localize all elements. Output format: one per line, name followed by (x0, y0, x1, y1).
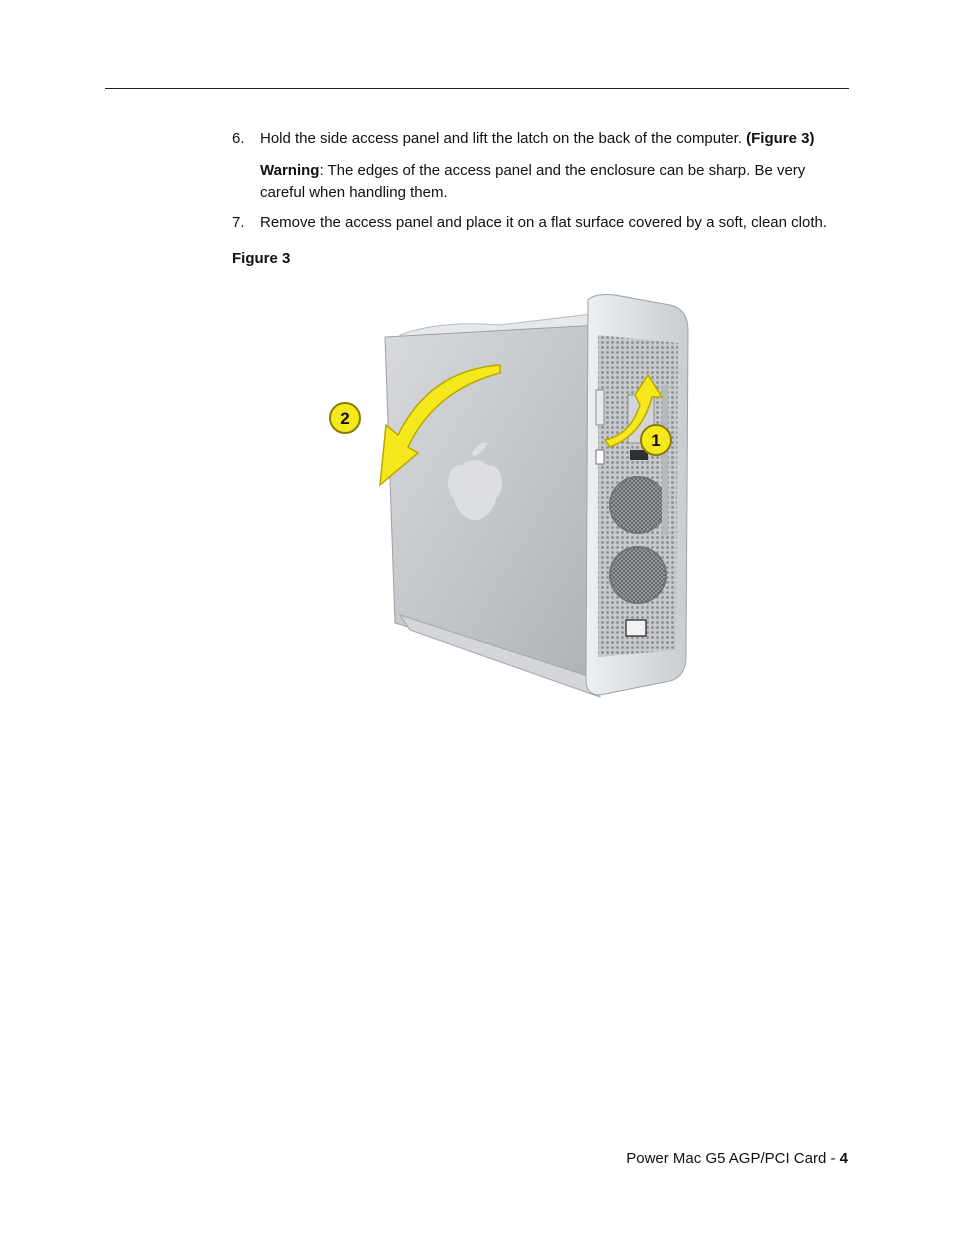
page-footer (626, 1150, 848, 1167)
warning-label: Warning (260, 162, 320, 179)
figure-label: Figure 3 (232, 250, 291, 267)
figure-3-illustration (300, 285, 720, 705)
step-number: 6. (232, 130, 245, 147)
callout-1-badge (641, 425, 671, 455)
figure-reference: (Figure 3) (746, 130, 815, 147)
page-number: 4 (839, 1150, 848, 1167)
callout-2-label: 2 (340, 409, 350, 428)
step-text: Remove the access panel and place it on a flat surface covered by a soft, clean cloth. (260, 214, 827, 231)
warning-text: : The edges of the access panel and the enclosure can be sharp. Be very careful when handling them. (260, 162, 806, 201)
footer-title: Power Mac G5 AGP/PCI Card - (626, 1150, 840, 1167)
step-6-text: Hold the side access panel and lift the latch on the back of the computer. (260, 130, 742, 147)
callout-1-label: 1 (651, 431, 661, 450)
step-number: 7. (232, 214, 245, 231)
header-rule (105, 88, 849, 89)
step-text (260, 128, 814, 150)
power-mac-g5-illustration (300, 285, 720, 705)
warning-note (260, 160, 840, 204)
callout-2-badge (330, 403, 360, 433)
